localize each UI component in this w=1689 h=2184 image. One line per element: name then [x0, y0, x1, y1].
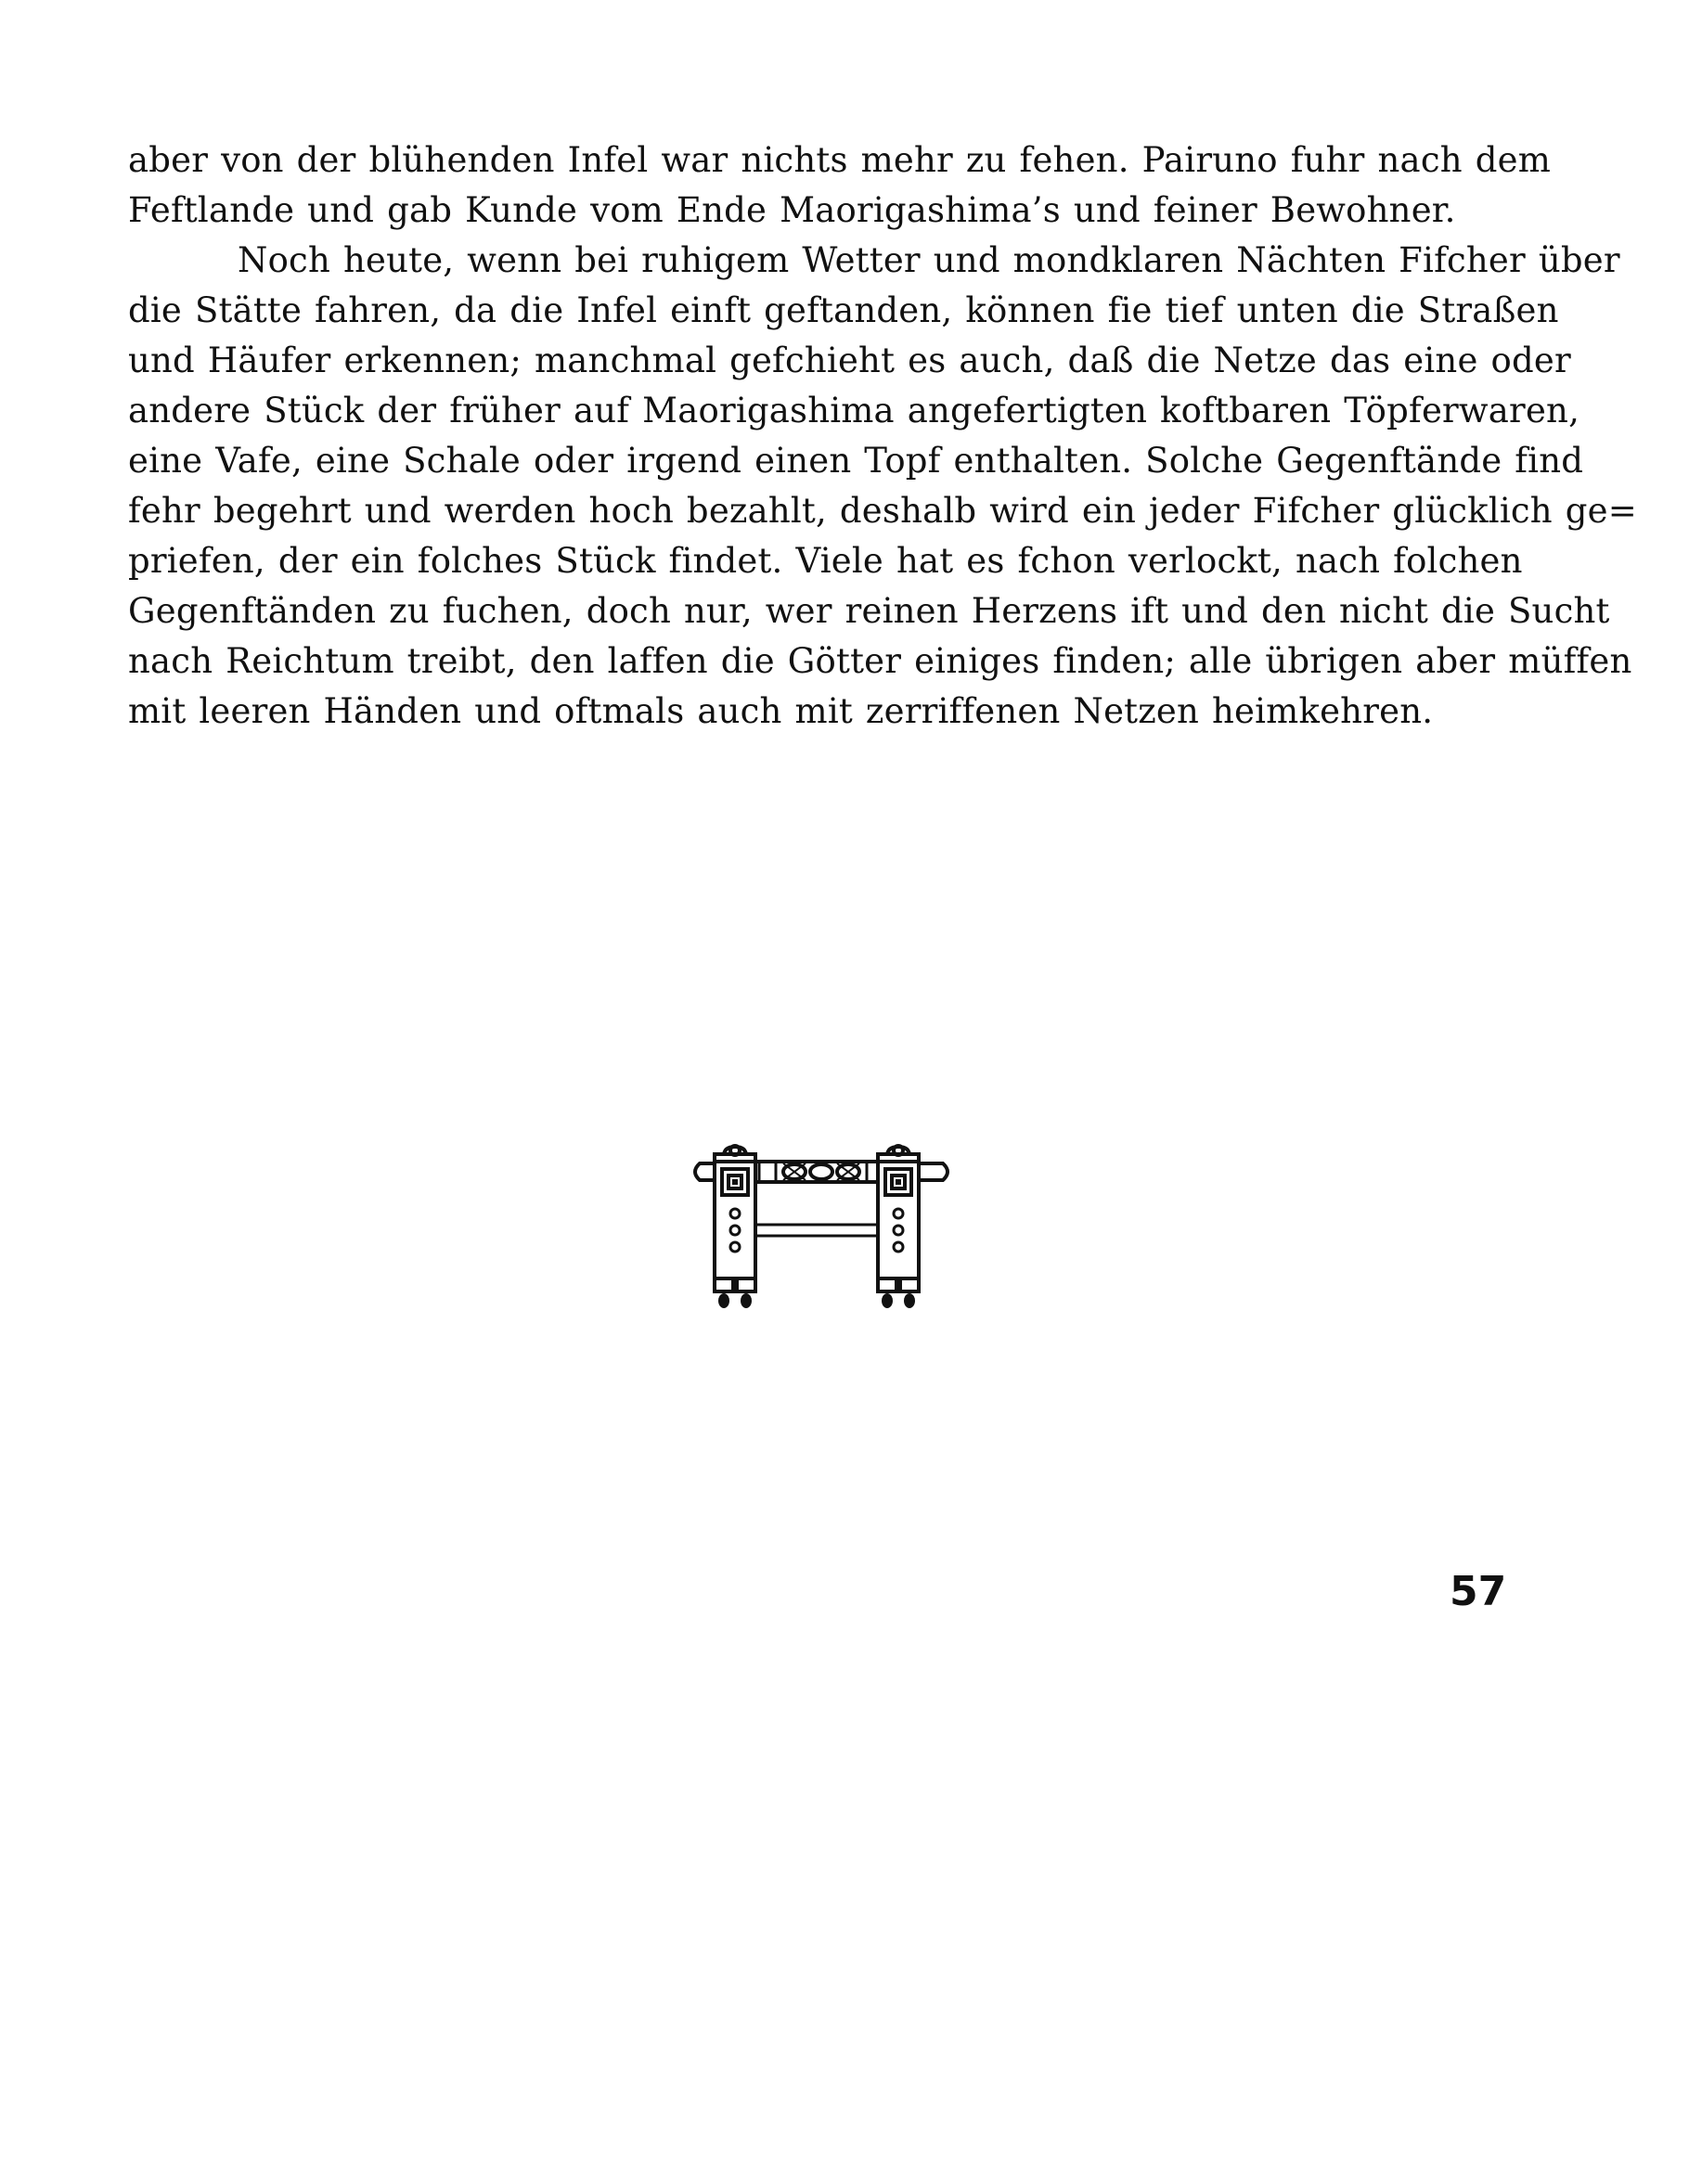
text-line: nach Reichtum treibt, den laffen die Götter einiges finden; alle übrigen aber müffen [128, 641, 1632, 681]
text-line: fehr begehrt und werden hoch bezahlt, deshalb wird ein jeder Fifcher glücklich ge= [128, 491, 1637, 531]
text-line: Feftlande und gab Kunde vom Ende Maorigashima’s und feiner Bewohner. [128, 190, 1456, 230]
text-line: mit leeren Händen und oftmals auch mit zerriffenen Netzen heimkehren. [128, 691, 1434, 731]
text-line: priefen, der ein folches Stück findet. Viele hat es fchon verlockt, nach folchen [128, 541, 1523, 581]
text-line: Gegenftänden zu fuchen, doch nur, wer reinen Herzens ift und den nicht die Sucht [128, 591, 1610, 631]
text-line: eine Vafe, eine Schale oder irgend einen Topf enthalten. Solche Gegenftände find [128, 441, 1584, 481]
torii-gate-ornament-icon [687, 1143, 956, 1308]
text-line: aber von der blühenden Infel war nichts mehr zu fehen. Pairuno fuhr nach dem [128, 140, 1551, 180]
page-number: 57 [1450, 1568, 1507, 1615]
text-line: Noch heute, wenn bei ruhigem Wetter und mondklaren Nächten Fifcher über [238, 240, 1620, 280]
text-line: und Häufer erkennen; manchmal gefchieht es auch, daß die Netze das eine oder [128, 340, 1571, 380]
text-line: die Stätte fahren, da die Infel einft geftanden, können fie tief unten die Straßen [128, 290, 1559, 330]
text-line: andere Stück der früher auf Maorigashima angefertigten koftbaren Töpferwaren, [128, 391, 1580, 430]
body-text [128, 135, 1637, 737]
